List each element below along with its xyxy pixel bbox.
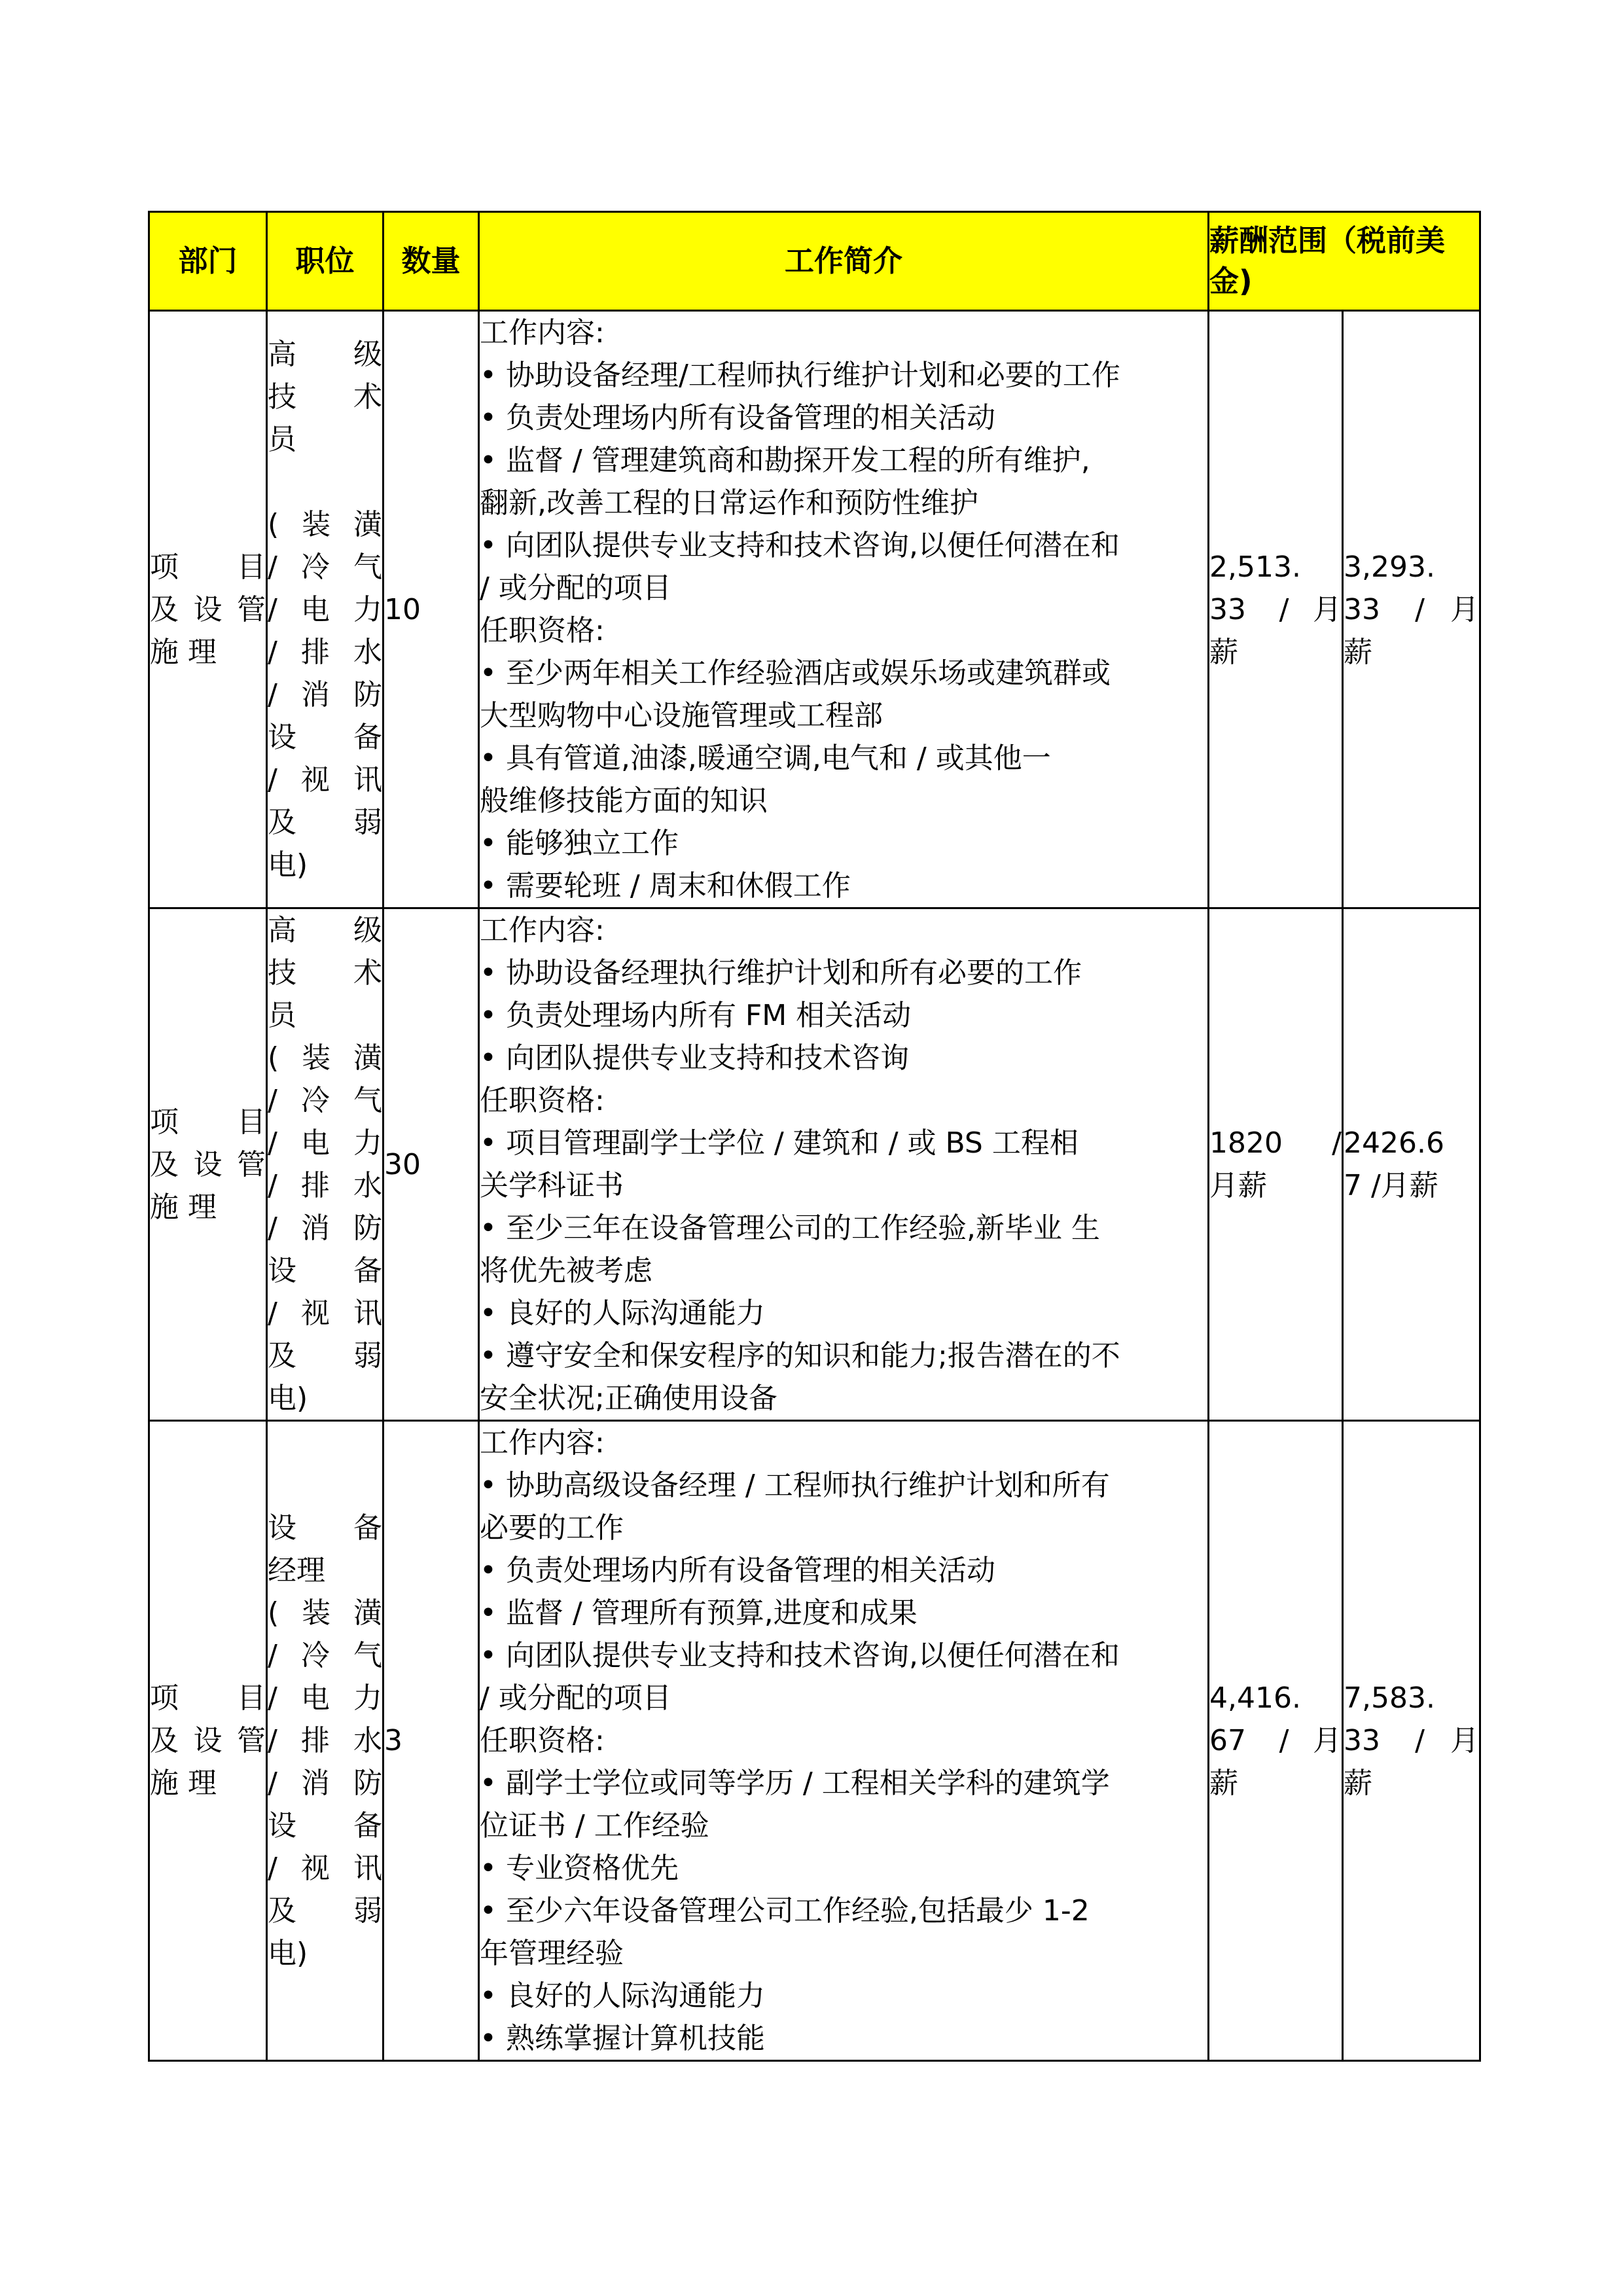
role-spec-line: /排水	[268, 635, 382, 669]
role-text	[268, 909, 382, 1420]
sal-max-line: 2426.6	[1344, 1126, 1444, 1160]
desc-line: • 专业资格优先	[480, 1852, 679, 1885]
dept-text	[150, 546, 266, 673]
sal-min-line: 薪	[1209, 635, 1238, 669]
desc-line: 般维修技能方面的知识	[480, 784, 768, 817]
role-title-line: 员	[268, 422, 296, 456]
desc-cell	[479, 311, 1209, 908]
sal-min-line: 33 /月	[1209, 592, 1342, 626]
salary-min-cell	[1209, 908, 1343, 1421]
sal-max-line: 7 /月薪	[1344, 1169, 1438, 1202]
sal-min-line: 67 /月	[1209, 1724, 1342, 1757]
salary-min-text	[1209, 1677, 1342, 1804]
role-title-line: 高级	[268, 337, 382, 371]
header-dept: 部门	[149, 212, 267, 311]
desc-line: • 向团队提供专业支持和技术咨询,以便任何潜在和	[480, 529, 1120, 562]
salary-max-text	[1344, 546, 1479, 673]
desc-line: 任职资格:	[480, 614, 605, 647]
role-spec-line: /冷气	[268, 1639, 382, 1672]
dept-text	[150, 1677, 266, 1804]
desc-line: 关学科证书	[480, 1169, 624, 1202]
dept-line: 项 目	[150, 1105, 266, 1139]
desc-line: • 项目管理副学士学位 / 建筑和 / 或 BS 工程相	[480, 1126, 1079, 1160]
salary-max-text	[1344, 1122, 1479, 1207]
header-role: 职位	[267, 212, 383, 311]
salary-max-text	[1344, 1677, 1479, 1804]
desc-cell	[479, 908, 1209, 1421]
role-spec-line: 及 弱	[268, 1894, 382, 1928]
role-spec-line: /电力	[268, 1126, 382, 1160]
role-title-line: 设 备	[268, 1511, 382, 1545]
sal-max-line: 7,583.	[1344, 1681, 1435, 1715]
role-spec-line: 设 备	[268, 720, 382, 754]
role-title-line: 高级	[268, 914, 382, 947]
desc-line: • 良好的人际沟通能力	[480, 1979, 765, 2013]
desc-line: • 遵守安全和保安程序的知识和能力;报告潜在的不	[480, 1339, 1120, 1372]
role-spec-line: /消防	[268, 1211, 382, 1245]
desc-line: • 至少六年设备管理公司工作经验,包括最少 1-2	[480, 1894, 1090, 1928]
salary-min-text	[1209, 546, 1342, 673]
role-title-line: 员	[268, 999, 296, 1032]
desc-line: • 熟练掌握计算机技能	[480, 2022, 765, 2055]
role-spec-line: /视讯	[268, 1297, 382, 1330]
desc-line: 年管理经验	[480, 1937, 624, 1970]
role-spec-line: /消防	[268, 677, 382, 711]
desc-line: • 负责处理场内所有 FM 相关活动	[480, 999, 912, 1032]
sal-min-line: 月薪	[1209, 1169, 1267, 1202]
desc-line: • 至少三年在设备管理公司的工作经验,新毕业 生	[480, 1211, 1100, 1245]
desc-line: • 监督 / 管理所有预算,进度和成果	[480, 1596, 918, 1630]
dept-line: 施 理	[150, 1767, 217, 1800]
sal-max-line: 薪	[1344, 635, 1372, 669]
role-spec-line: /电力	[268, 1681, 382, 1715]
desc-line: 工作内容:	[480, 914, 605, 947]
sal-max-line: 33 /月	[1344, 592, 1480, 626]
salary-max-cell	[1343, 311, 1480, 908]
table-row	[149, 908, 1480, 1421]
desc-line: • 向团队提供专业支持和技术咨询	[480, 1041, 909, 1075]
desc-line: 位证书 / 工作经验	[480, 1809, 709, 1842]
role-spec-line: /电力	[268, 592, 382, 626]
dept-line: 施 理	[150, 635, 217, 669]
dept-line: 及设管	[150, 1147, 266, 1181]
role-spec-line: (装潢	[268, 1596, 382, 1630]
role-spec-line: (装潢	[268, 1041, 382, 1075]
role-title-line: 技 术	[268, 380, 382, 414]
role-text	[268, 333, 382, 886]
role-spec-line: /排水	[268, 1169, 382, 1202]
role-cell	[267, 1421, 383, 2061]
desc-line: 安全状况;正确使用设备	[480, 1382, 777, 1415]
dept-cell	[149, 1421, 267, 2061]
desc-line: • 监督 / 管理建筑商和勘探开发工程的所有维护,	[480, 444, 1090, 477]
role-title	[268, 333, 382, 461]
role-spec	[268, 1037, 382, 1420]
role-spec	[268, 503, 382, 886]
desc-line: 翻新,改善工程的日常运作和预防性维护	[480, 486, 978, 520]
header-salary: 薪酬范围（税前美金)	[1209, 212, 1480, 311]
role-spec-line: 电)	[268, 1937, 308, 1970]
sal-min-line: 1820 /	[1209, 1126, 1342, 1160]
desc-line: 任职资格:	[480, 1084, 605, 1117]
role-title	[268, 1507, 382, 1592]
qty-cell: 3	[383, 1421, 479, 2061]
desc-line: • 需要轮班 / 周末和休假工作	[480, 869, 851, 903]
desc-line: • 能够独立工作	[480, 827, 679, 860]
salary-min-text	[1209, 1122, 1342, 1207]
role-spec-line: /视讯	[268, 762, 382, 797]
desc-line: • 协助高级设备经理 / 工程师执行维护计划和所有	[480, 1469, 1110, 1502]
qty-cell: 30	[383, 908, 479, 1421]
role-title-line: 经理	[268, 1554, 325, 1587]
role-spec-line: 及 弱	[268, 1339, 382, 1372]
dept-line: 项 目	[150, 550, 266, 584]
role-title	[268, 909, 382, 1037]
dept-line: 施 理	[150, 1190, 217, 1224]
desc-cell	[479, 1421, 1209, 2061]
desc-line: 大型购物中心设施管理或工程部	[480, 699, 883, 732]
desc-line: • 向团队提供专业支持和技术咨询,以便任何潜在和	[480, 1639, 1120, 1672]
dept-text	[150, 1101, 266, 1229]
qty-cell: 10	[383, 311, 479, 908]
dept-cell	[149, 311, 267, 908]
role-spec-line: 设 备	[268, 1809, 382, 1842]
dept-line: 项 目	[150, 1681, 266, 1715]
role-spec-line: 及 弱	[268, 805, 382, 839]
role-spec-line: /冷气	[268, 550, 382, 584]
desc-line: • 负责处理场内所有设备管理的相关活动	[480, 1554, 995, 1587]
dept-line: 及设管	[150, 1724, 266, 1757]
salary-max-cell	[1343, 1421, 1480, 2061]
sal-max-line: 薪	[1344, 1767, 1372, 1800]
desc-line: • 至少两年相关工作经验酒店或娱乐场或建筑群或	[480, 656, 1111, 690]
dept-cell	[149, 908, 267, 1421]
role-spec-line: 电)	[268, 1382, 308, 1415]
salary-min-cell	[1209, 311, 1343, 908]
role-text	[268, 1507, 382, 1975]
sal-min-line: 4,416.	[1209, 1681, 1301, 1715]
role-spec-line: /排水	[268, 1724, 382, 1757]
salary-min-cell	[1209, 1421, 1343, 2061]
desc-line: • 协助设备经理执行维护计划和所有必要的工作	[480, 956, 1082, 990]
header-row	[149, 212, 1480, 311]
desc-line: 工作内容:	[480, 316, 605, 350]
desc-line: / 或分配的项目	[480, 1681, 671, 1715]
role-spec-line: /冷气	[268, 1084, 382, 1117]
role-gap	[268, 461, 382, 503]
table-row	[149, 1421, 1480, 2061]
header-qty: 数量	[383, 212, 479, 311]
sal-max-line: 33 /月	[1344, 1724, 1480, 1757]
desc-line: 将优先被考虑	[480, 1254, 652, 1287]
job-table	[148, 211, 1481, 2062]
desc-line: • 具有管道,油漆,暖通空调,电气和 / 或其他一	[480, 742, 1051, 775]
desc-line: 必要的工作	[480, 1511, 624, 1545]
desc-line: • 协助设备经理/工程师执行维护计划和必要的工作	[480, 359, 1120, 392]
dept-line: 及设管	[150, 592, 266, 626]
role-spec-line: /消防	[268, 1767, 382, 1800]
role-spec-line: 电)	[268, 848, 308, 882]
desc-line: / 或分配的项目	[480, 571, 671, 605]
sal-min-line: 薪	[1209, 1767, 1238, 1800]
desc-line: 任职资格:	[480, 1724, 605, 1757]
desc-line: • 良好的人际沟通能力	[480, 1297, 765, 1330]
desc-line: • 负责处理场内所有设备管理的相关活动	[480, 401, 995, 435]
role-title-line: 技 术	[268, 956, 382, 990]
role-spec-line: (装潢	[268, 507, 382, 541]
sal-min-line: 2,513.	[1209, 550, 1301, 584]
sal-max-line: 3,293.	[1344, 550, 1435, 584]
salary-max-cell	[1343, 908, 1480, 1421]
role-spec	[268, 1592, 382, 1975]
table-row	[149, 311, 1480, 908]
role-cell	[267, 311, 383, 908]
desc-line: • 副学士学位或同等学历 / 工程相关学科的建筑学	[480, 1767, 1110, 1800]
role-spec-line: 设 备	[268, 1254, 382, 1287]
role-spec-line: /视讯	[268, 1852, 382, 1885]
table-body	[149, 311, 1480, 2061]
role-cell	[267, 908, 383, 1421]
desc-line: 工作内容:	[480, 1426, 605, 1460]
header-desc: 工作简介	[479, 212, 1209, 311]
